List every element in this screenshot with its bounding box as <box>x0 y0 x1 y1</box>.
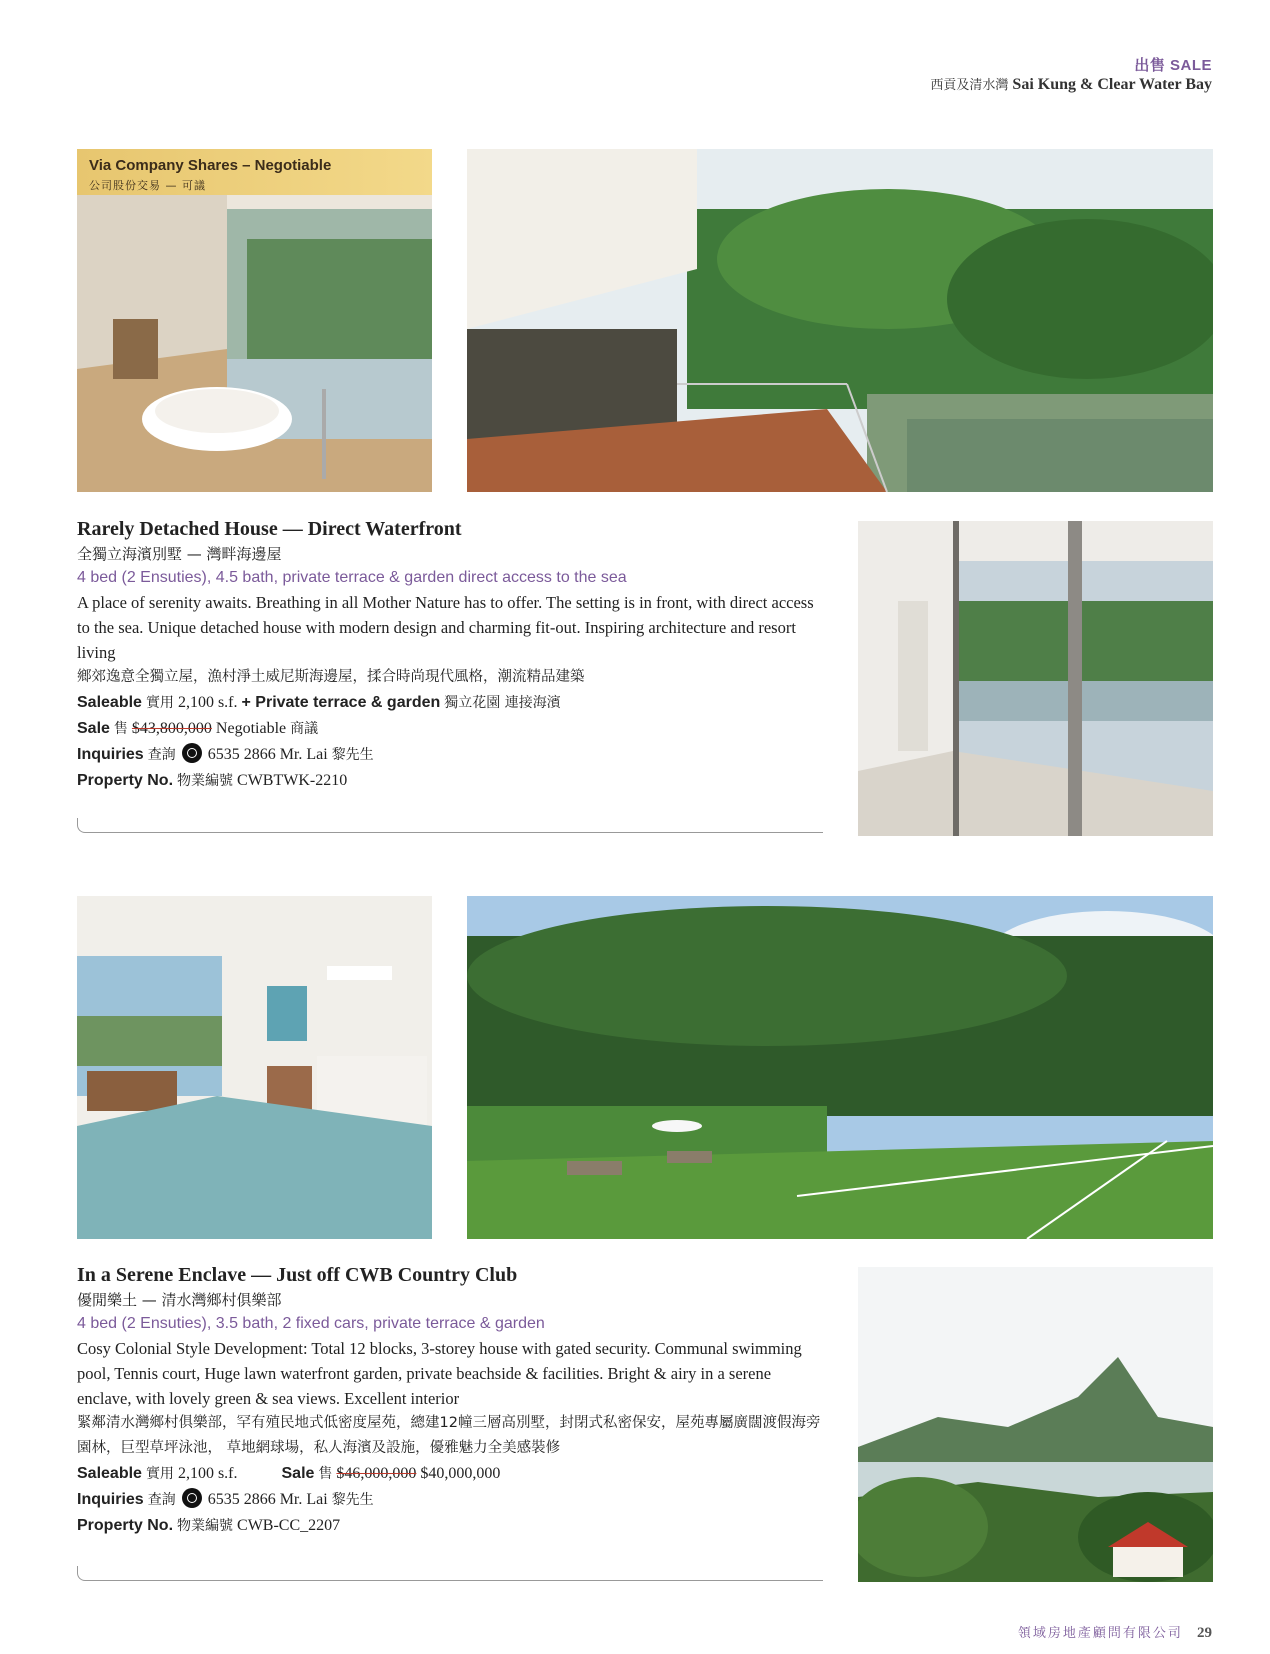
new-price: Negotiable <box>215 720 287 737</box>
inquiries-row <box>77 1487 822 1513</box>
saleable-row <box>77 690 822 716</box>
saleable-label: Saleable <box>77 694 142 711</box>
living-room-photo <box>77 896 432 1239</box>
inquiries-row <box>77 742 822 768</box>
saleable-zh: 實用 <box>145 1466 174 1482</box>
sale-label: Sale <box>77 720 110 737</box>
listing-description-zh: 鄉郊逸意全獨立屋，漁村淨土威尼斯海邊屋，揉合時尚現代風格，潮流精品建築 <box>77 669 585 685</box>
listing-1 <box>77 516 822 794</box>
listing-title: Rarely Detached House — Direct Waterfront <box>77 518 462 540</box>
contact-zh: 黎先生 <box>331 1492 374 1508</box>
property-row <box>77 768 822 794</box>
page-number: 29 <box>1197 1625 1212 1641</box>
tennis-court-photo <box>467 896 1213 1239</box>
saleable-price-row <box>77 1461 822 1487</box>
company-name: 領域房地產顧問有限公司 <box>1017 1626 1183 1641</box>
divider <box>77 1566 823 1581</box>
property-label: Property No. <box>77 1517 174 1534</box>
badge <box>77 149 432 195</box>
phone[interactable]: 6535 2866 Mr. Lai <box>207 1491 328 1508</box>
region-zh: 西貢及清水灣 <box>930 78 1009 93</box>
new-price: $40,000,000 <box>420 1465 501 1482</box>
region-heading <box>930 74 1212 94</box>
extra-zh: 獨立花園 連接海濱 <box>444 695 561 711</box>
property-label: Property No. <box>77 772 174 789</box>
inquiries-zh: 查詢 <box>147 1492 176 1508</box>
divider <box>77 818 823 833</box>
whatsapp-icon <box>182 743 202 763</box>
old-price: $46,000,000 <box>336 1465 417 1482</box>
property-zh: 物業編號 <box>177 773 234 789</box>
phone[interactable]: 6535 2866 Mr. Lai <box>207 746 328 763</box>
bay-view-photo <box>858 1267 1213 1582</box>
property-row <box>77 1513 822 1539</box>
inquiries-zh: 查詢 <box>147 747 176 763</box>
new-price-zh: 商議 <box>290 721 319 737</box>
saleable-value: 2,100 s.f. <box>177 1465 238 1482</box>
listing-description: A place of serenity awaits. Breathing in all Mother Nature has to offer. The setting is in front, with direct access to the sea. Unique detached house with modern design and charming fit-out. Inspiring architecture and resort living <box>77 593 814 662</box>
listing-2 <box>77 1262 822 1539</box>
property-no: CWB-CC_2207 <box>237 1517 341 1534</box>
property-no: CWBTWK-2210 <box>237 772 348 789</box>
listing-spec: 4 bed (2 Ensuties), 4.5 bath, private terrace & garden direct access to the sea <box>77 569 627 586</box>
listing-description: Cosy Colonial Style Development: Total 12 blocks, 3-storey house with gated security. Communal swimming pool, Tennis court, Huge lawn waterfront garden, private beachside & facilities. Bright & airy in a serene enclave, with lovely green & sea views. Excellent interior <box>77 1339 802 1408</box>
sale-label: Sale <box>281 1465 315 1482</box>
listing-title: In a Serene Enclave — Just off CWB Country Club <box>77 1264 518 1286</box>
inquiries-label: Inquiries <box>77 746 144 763</box>
footer <box>1018 1622 1212 1642</box>
bathroom-photo <box>77 149 432 492</box>
extra-label: + Private terrace & garden <box>241 694 441 711</box>
listing-spec: 4 bed (2 Ensuties), 3.5 bath, 2 fixed cars, private terrace & garden <box>77 1315 545 1332</box>
property-zh: 物業編號 <box>177 1518 234 1534</box>
listing-title-zh: 優閒樂土 — 清水灣鄉村俱樂部 <box>77 1291 282 1309</box>
price-row <box>77 716 822 742</box>
whatsapp-icon <box>182 1488 202 1508</box>
old-price: $43,800,000 <box>131 720 212 737</box>
badge-zh: 公司股份交易 — 可議 <box>89 179 206 192</box>
saleable-label: Saleable <box>77 1465 142 1482</box>
waterfront-terrace-photo <box>467 149 1213 492</box>
region-en: Sai Kung & Clear Water Bay <box>1012 76 1212 93</box>
badge-en: Via Company Shares – Negotiable <box>89 157 332 174</box>
listing-title-zh: 全獨立海濱別墅 — 灣畔海邊屋 <box>77 545 282 563</box>
saleable-value: 2,100 s.f. <box>177 694 238 711</box>
listing-description-zh: 緊鄰清水灣鄉村俱樂部，罕有殖民地式低密度屋苑，總建12幢三層高別墅，封閉式私密保安，屋苑專屬廣闊渡假海旁園林，巨型草坪泳池， 草地網球場，私人海濱及設施，優雅魅力全美感裝修 <box>77 1415 821 1456</box>
sale-zh: 售 <box>318 1466 333 1482</box>
section-label: 出售 SALE <box>1134 57 1212 74</box>
contact-zh: 黎先生 <box>331 747 374 763</box>
saleable-zh: 實用 <box>145 695 174 711</box>
sale-zh: 售 <box>113 721 128 737</box>
inquiries-label: Inquiries <box>77 1491 144 1508</box>
bedroom-sea-view-photo <box>858 521 1213 836</box>
